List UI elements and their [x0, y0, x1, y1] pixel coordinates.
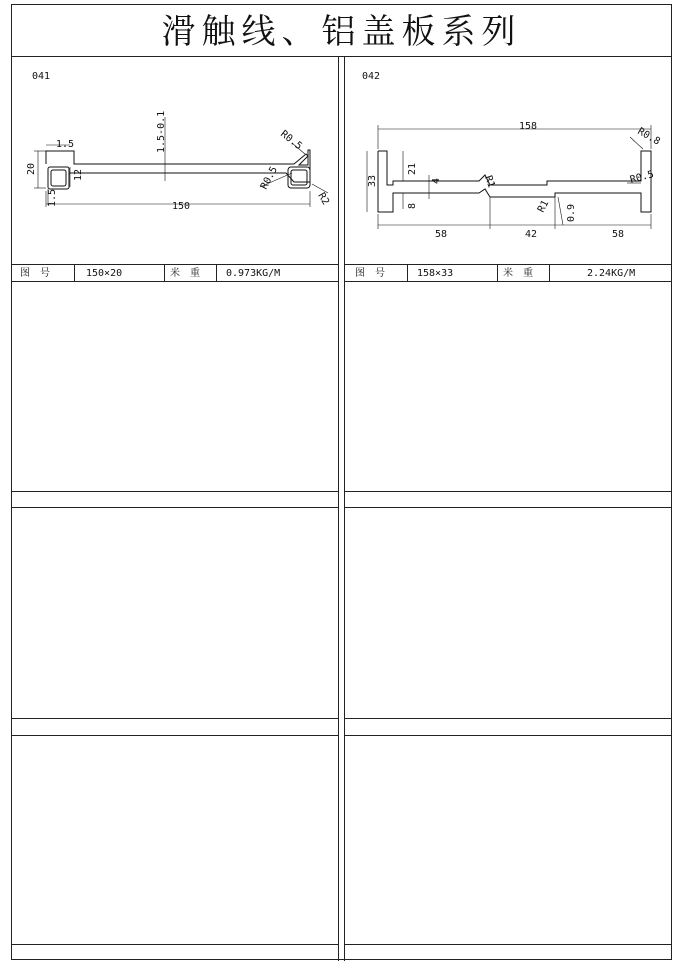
dim-thickness: 1.5 [56, 139, 75, 150]
info-bar [12, 265, 338, 282]
dim-web: 4 [431, 177, 442, 184]
dim-radius-r1b: R1 [535, 198, 552, 215]
drawing-no-label: 图 号 [355, 268, 385, 279]
row-divider [345, 735, 671, 736]
dim-mid: 42 [525, 229, 538, 240]
page-title: 滑触线、铝盖板系列 [12, 5, 671, 57]
info-bar [345, 265, 671, 282]
row-divider [345, 491, 671, 492]
dim-radius-top: R0.8 [635, 126, 662, 148]
weight-label: 米 重 [170, 268, 200, 279]
dim-radius-right: R0.5 [628, 169, 656, 186]
profile-size: 150×20 [86, 268, 123, 279]
dim-radius-top: R0.5 [278, 128, 304, 153]
dim-base-thickness: 1.5 [47, 188, 58, 207]
dim-upper: 21 [407, 162, 418, 175]
drawing-no-label: 图 号 [20, 268, 50, 279]
dim-inner: 12 [73, 168, 84, 181]
row-divider [12, 718, 338, 719]
profile-weight: 0.973KG/M [226, 268, 281, 279]
weight-label: 米 重 [503, 268, 533, 279]
dim-thin: 1.5-0.1 [156, 110, 167, 153]
dim-lower: 8 [407, 202, 418, 209]
profile-drawing-041 [12, 57, 338, 264]
dim-width: 150 [172, 201, 191, 212]
drawing-sheet [11, 4, 672, 960]
dim-radius-corner: R2 [315, 191, 331, 207]
dim-height: 20 [26, 162, 37, 175]
column-divider [338, 57, 339, 961]
row-divider [12, 507, 338, 508]
profile-code: 042 [362, 71, 381, 82]
dim-gap: 0.9 [566, 203, 577, 222]
row-divider [345, 507, 671, 508]
dim-radius-inner: R0.5 [258, 164, 280, 192]
row-divider [345, 944, 671, 945]
row-divider [12, 491, 338, 492]
profile-size: 158×33 [417, 268, 454, 279]
row-divider [345, 718, 671, 719]
dim-right: 58 [612, 229, 625, 240]
dim-left: 58 [435, 229, 448, 240]
dim-radius-r1a: R1 [482, 174, 497, 190]
row-divider [12, 735, 338, 736]
dim-width: 158 [519, 121, 538, 132]
profile-code: 041 [32, 71, 51, 82]
row-divider [12, 944, 338, 945]
profile-weight: 2.24KG/M [587, 268, 636, 279]
profile-drawing-042 [345, 57, 671, 264]
dim-height: 33 [367, 174, 378, 187]
